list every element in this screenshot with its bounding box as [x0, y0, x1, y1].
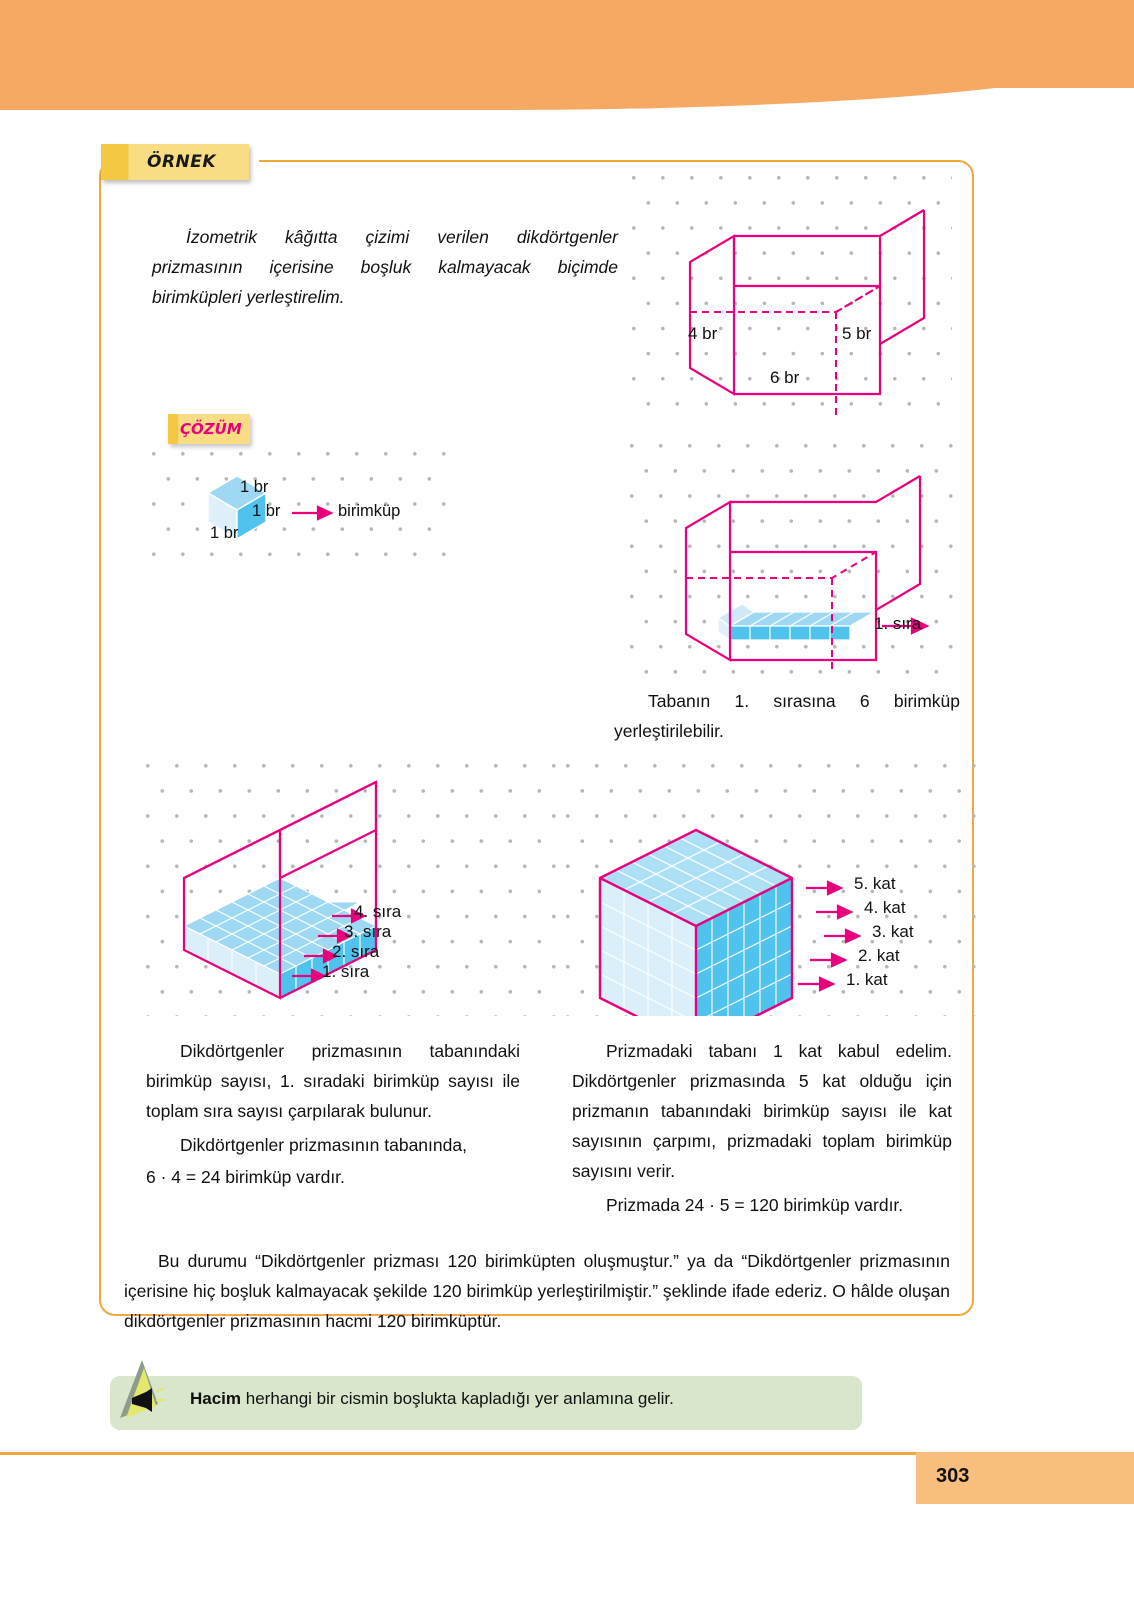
unit-cube-label-right: 1 br [252, 502, 281, 520]
base-row-callout-3: 3. sıra [344, 922, 392, 941]
base-row-callout-2: 2. sıra [332, 942, 380, 961]
cozum-tab-label: ÇÖZÜM [180, 420, 242, 438]
prism-label-right: 5 br [842, 324, 872, 343]
left-paragraph-3: 6 · 4 = 24 birimküp vardır. [146, 1167, 345, 1187]
note-text [190, 1389, 850, 1409]
left-paragraph-1: Dikdörtgenler prizmasının tabanındaki birimküp sayısı, 1. sıradaki birimküp sayısı ile toplam sıra sayısı çarpılarak bulunur. [146, 1041, 520, 1121]
unit-cube-caption: birimküp [338, 502, 401, 520]
top-banner-curve [0, 52, 1134, 110]
prism-label-bottom: 6 br [770, 368, 800, 387]
bottom-paragraph: Bu durumu “Dikdörtgenler prizması 120 birimküpten oluşmuştur.” ya da “Dikdörtgenler prizmasının içerisine hiç boşluk kalmayacak şekilde 120 birimküp yerleştirilmiştir.” şeklinde ifade ederiz. O hâlde oluşan dikdörtgenler prizmasının hacmi 120 birimküptür. [124, 1251, 950, 1331]
figure-base-rows [146, 764, 556, 1016]
right-paragraph-2: Prizmada 24 · 5 = 120 birimküp vardır. [606, 1195, 904, 1215]
megaphone-icon [112, 1358, 178, 1424]
figure-full-prism [566, 764, 976, 1016]
base-row-callout-1: 1. sıra [322, 962, 370, 981]
base-row-callout-4: 4. sıra [354, 902, 402, 921]
layer-callout-5: 5. kat [854, 874, 896, 893]
note-bold-word: Hacim [190, 1389, 242, 1408]
right-paragraph-1: Prizmadaki tabanı 1 kat kabul edelim. Dikdörtgenler prizmasında 5 kat olduğu için prizmanın tabanındaki birimküp sayısı ile kat sayısının çarpımı, prizmadaki toplam birimküp sayısını verir. [572, 1041, 952, 1181]
unit-cube-label-bottom: 1 br [210, 524, 239, 542]
first-row-svg [630, 444, 960, 674]
first-row-callout: 1. sıra [874, 614, 922, 633]
full-prism-svg [566, 764, 976, 1016]
layer-callout-1: 1. kat [846, 970, 888, 989]
layer-callout-4: 4. kat [864, 898, 906, 917]
ornek-tab-label: ÖRNEK [147, 152, 217, 172]
note-rest: herhangi bir cismin boşlukta kapladığı yer anlamına gelir. [241, 1389, 674, 1408]
layer-callout-2: 2. kat [858, 946, 900, 965]
figure-first-row [630, 444, 960, 674]
page-number: 303 [936, 1465, 970, 1487]
figure-empty-prism [632, 176, 952, 416]
layer-callout-3: 3. kat [872, 922, 914, 941]
intro-paragraph: İzometrik kâğıtta çizimi verilen dikdörtgenler prizmasının içerisine boşluk kalmayacak biçimde birimküpleri yerleştirelim. [152, 227, 618, 307]
mid-right-paragraph: Tabanın 1. sırasına 6 birimküp yerleştirilebilir. [614, 691, 960, 741]
cozum-tab [168, 414, 250, 444]
figure-unit-cube [152, 452, 452, 562]
left-paragraph-2: Dikdörtgenler prizmasının tabanında, [180, 1135, 467, 1155]
unit-cube-svg [152, 452, 452, 562]
unit-cube-label-top: 1 br [240, 478, 269, 496]
prism-label-left: 4 br [688, 324, 718, 343]
ornek-tab [101, 144, 249, 180]
